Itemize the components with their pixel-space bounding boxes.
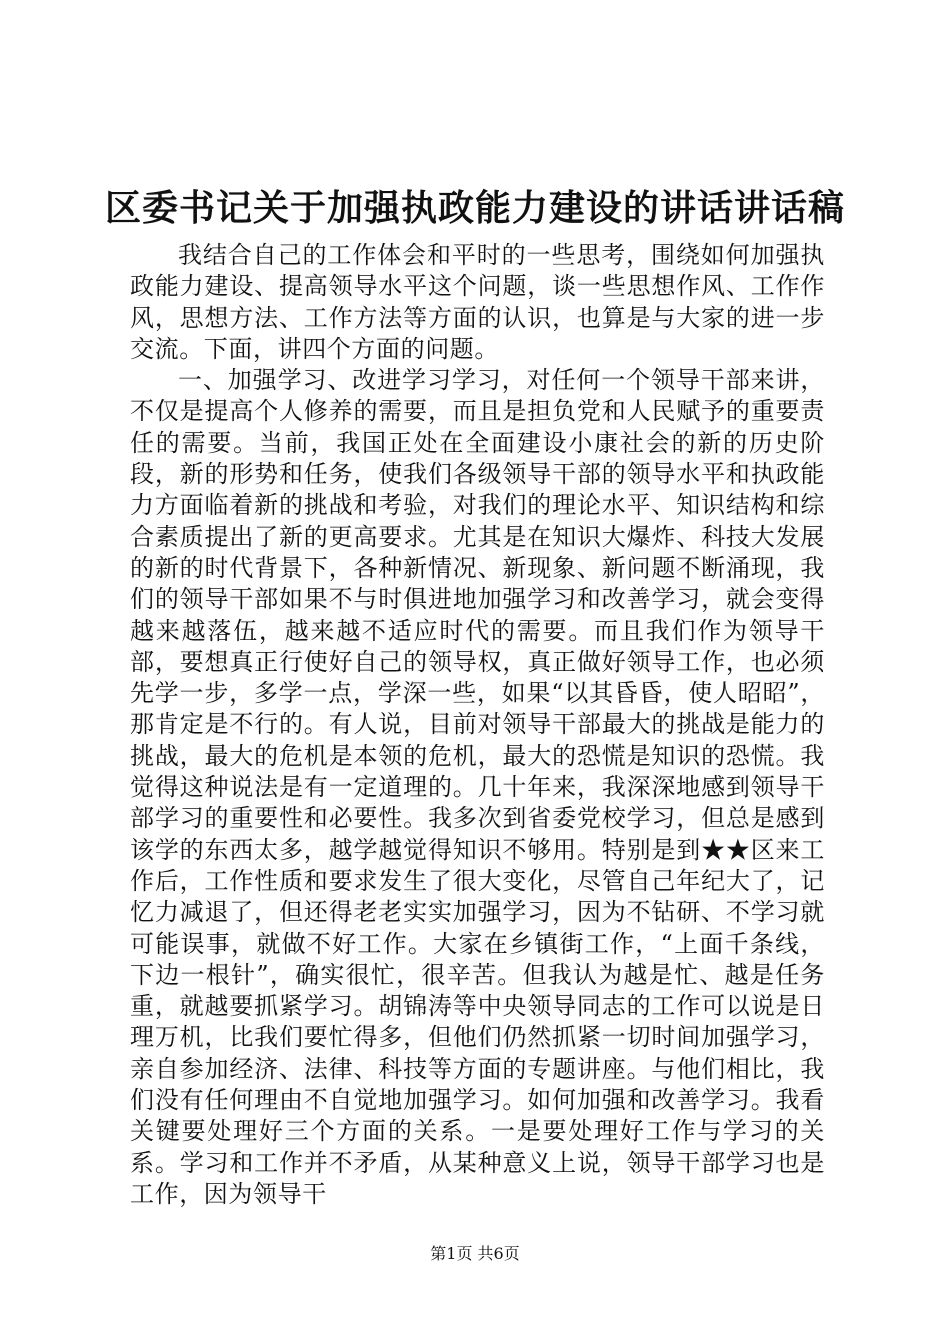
document-title: 区委书记关于加强执政能力建设的讲话讲话稿 <box>104 187 845 229</box>
page-footer: 第1页 共6页 <box>430 1244 520 1263</box>
paragraph-intro: 我结合自己的工作体会和平时的一些思考，围绕如何加强执政能力建设、提高领导水平这个问题，谈一些思想作风、工作作风，思想方法、工作方法等方面的认识，也算是与大家的进一步交流。下面，讲四个方面的问题。 <box>130 241 825 363</box>
paragraph-section-one: 一、加强学习、改进学习学习，对任何一个领导干部来讲，不仅是提高个人修养的需要，而且是担负党和人民赋予的重要责任的需要。当前，我国正处在全面建设小康社会的新的历史阶段，新的形势和任务，使我们各级领导干部的领导水平和执政能力方面临着新的挑战和考验，对我们的理论水平、知识结构和综合素质提出了新的更高要求。尤其是在知识大爆炸、科技大发展的新的时代背景下，各种新情况、新现象、新问题不断涌现，我们的领导干部如果不与时俱进地加强学习和改善学习，就会变得越来越落伍，越来越不适应时代的需要。而且我们作为领导干部，要想真正行使好自己的领导权，真正做好领导工作，也必须先学一步，多学一点，学深一些，如果“以其昏昏，使人昭昭”，那肯定是不行的。有人说，目前对领导干部最大的挑战是能力的挑战，最大的危机是本领的危机，最大的恐慌是知识的恐慌。我觉得这种说法是有一定道理的。几十年来，我深深地感到领导干部学习的重要性和必要性。我多次到省委党校学习，但总是感到该学的东西太多，越学越觉得知识不够用。特别是到★★区来工作后，工作性质和要求发生了很大变化，尽管自己年纪大了，记忆力减退了，但还得老老实实加强学习，因为不钻研、不学习就可能误事，就做不好工作。大家在乡镇街工作，“上面千条线，下边一根针”，确实很忙，很辛苦。但我认为越是忙、越是任务重，就越要抓紧学习。胡锦涛等中央领导同志的工作可以说是日理万机，比我们要忙得多，但他们仍然抓紧一切时间加强学习，亲自参加经济、法律、科技等方面的专题讲座。与他们相比，我们没有任何理由不自觉地加强学习。如何加强和改善学习。我看关键要处理好三个方面的关系。一是要处理好工作与学习的关系。学习和工作并不矛盾，从某种意义上说，领导干部学习也是工作，因为领导干 <box>130 366 825 1208</box>
document-body <box>130 240 825 1210</box>
